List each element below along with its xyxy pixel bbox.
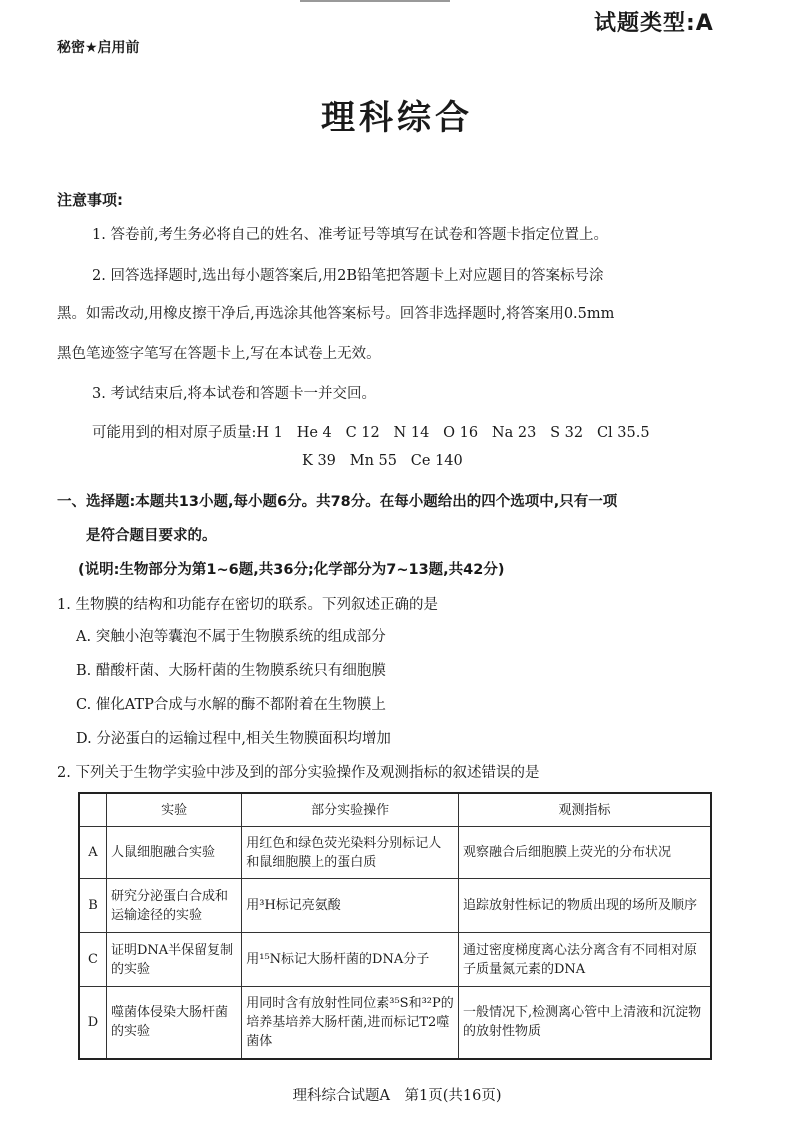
row-indicator: 观察融合后细胞膜上荧光的分布状况 [458,827,711,879]
question-1-option-a: A. 突触小泡等囊泡不属于生物膜系统的组成部分 [76,629,386,645]
exam-type-label: 试题类型:A [594,11,714,36]
table-header-label [79,793,106,827]
row-operation: 用³H标记亮氨酸 [242,879,459,933]
table-row [79,987,711,1059]
question-1-option-b: B. 醋酸杆菌、大肠杆菌的生物膜系统只有细胞膜 [76,663,386,679]
notice-item-2-line-2: 黑。如需改动,用橡皮擦干净后,再选涂其他答案标号。回答非选择题时,将答案用0.5mm [57,306,615,322]
row-operation: 用红色和绿色荧光染料分别标记人和鼠细胞膜上的蛋白质 [242,827,459,879]
table-header-indicator: 观测指标 [458,793,711,827]
row-indicator: 追踪放射性标记的物质出现的场所及顺序 [458,879,711,933]
section-heading-line-2: 是符合题目要求的。 [86,528,217,544]
experiment-table [78,792,712,1060]
question-1-option-c: C. 催化ATP合成与水解的酶不都附着在生物膜上 [76,697,386,713]
notice-item-2-line-3: 黑色笔迹签字笔写在答题卡上,写在本试卷上无效。 [57,346,381,362]
row-operation: 用同时含有放射性同位素³⁵S和³²P的培养基培养大肠杆菌,进而标记T2噬菌体 [242,987,459,1059]
row-experiment: 人鼠细胞融合实验 [106,827,241,879]
notice-item-1: 1. 答卷前,考生务必将自己的姓名、准考证号等填写在试卷和答题卡指定位置上。 [92,227,609,243]
table-header-experiment: 实验 [106,793,241,827]
section-note: (说明:生物部分为第1~6题,共36分;化学部分为7~13题,共42分) [78,562,505,578]
confidential-label: 秘密★启用前 [57,40,140,56]
top-rule [300,0,450,2]
table-row [79,879,711,933]
question-1-stem: 1. 生物膜的结构和功能存在密切的联系。下列叙述正确的是 [57,597,438,613]
notice-item-2-line-1: 2. 回答选择题时,选出每小题答案后,用2B铅笔把答题卡上对应题目的答案标号涂 [92,268,604,284]
row-indicator: 一般情况下,检测离心管中上清液和沉淀物的放射性物质 [458,987,711,1059]
notice-item-3: 3. 考试结束后,将本试卷和答题卡一并交回。 [92,386,377,402]
question-1-option-d: D. 分泌蛋白的运输过程中,相关生物膜面积均增加 [76,731,391,747]
row-experiment: 噬菌体侵染大肠杆菌的实验 [106,987,241,1059]
row-label: A [79,827,106,879]
notice-heading: 注意事项: [57,191,123,209]
atomic-mass-line-2: K 39 Mn 55 Ce 140 [302,453,463,469]
row-operation: 用¹⁵N标记大肠杆菌的DNA分子 [242,933,459,987]
table-header-operation: 部分实验操作 [242,793,459,827]
row-label: D [79,987,106,1059]
table-row [79,933,711,987]
atomic-mass-line-1: 可能用到的相对原子质量:H 1 He 4 C 12 N 14 O 16 Na 23 S 32 Cl 35.5 [92,425,650,441]
row-label: B [79,879,106,933]
page-footer: 理科综合试题A 第1页(共16页) [292,1088,502,1104]
row-experiment: 研究分泌蛋白合成和运输途径的实验 [106,879,241,933]
row-indicator: 通过密度梯度离心法分离含有不同相对原子质量氮元素的DNA [458,933,711,987]
section-heading-line-1: 一、选择题:本题共13小题,每小题6分。共78分。在每小题给出的四个选项中,只有一项 [57,494,618,510]
table-row [79,827,711,879]
question-2-stem: 2. 下列关于生物学实验中涉及到的部分实验操作及观测指标的叙述错误的是 [57,765,540,781]
row-label: C [79,933,106,987]
row-experiment: 证明DNA半保留复制的实验 [106,933,241,987]
page-title: 理科综合 [321,98,473,138]
table-header-row [79,793,711,827]
